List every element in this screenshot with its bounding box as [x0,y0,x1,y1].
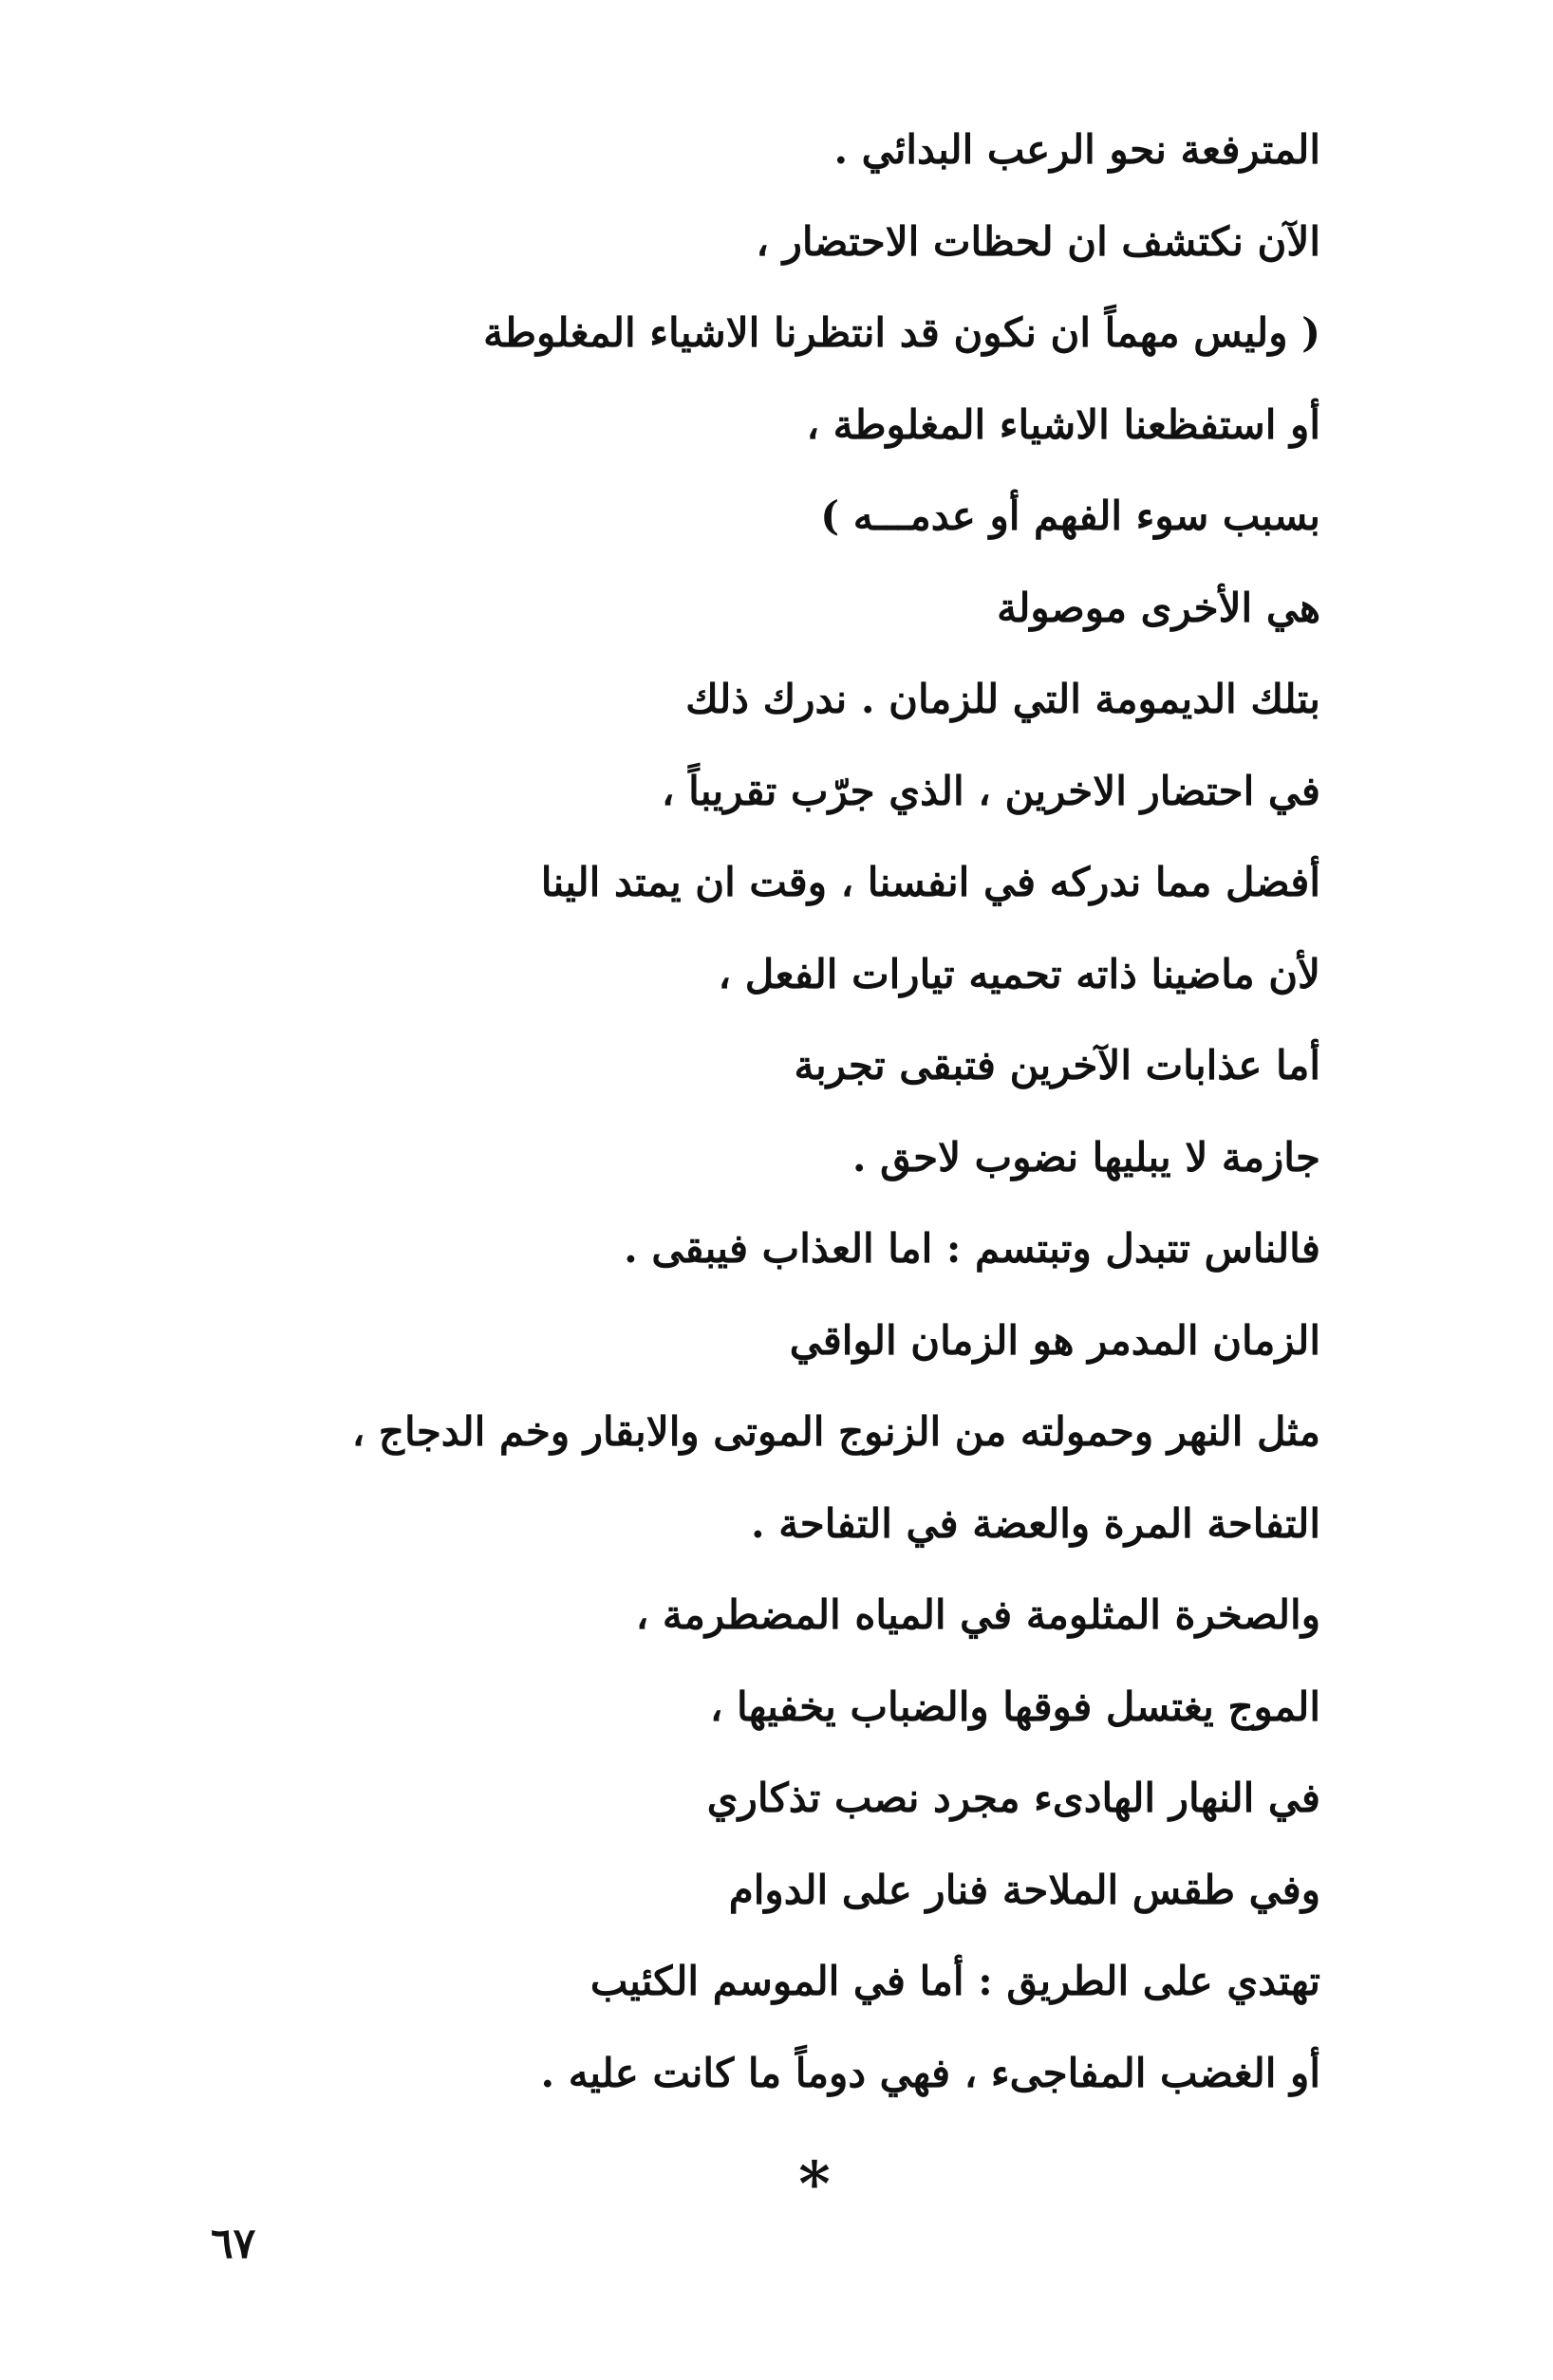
poem-line: وفي طقس الملاحة فنار على الدوام [728,1866,1320,1913]
poem-line: بسبب سوء الفهم أو عدمـــه ) [820,493,1320,539]
poem-line: الآن نكتشف ان لحظات الاحتضار ، [756,217,1320,265]
poem-line: أما عذابات الآخرين فتبقى تجربة [794,1042,1320,1088]
poem-line: والصخرة المثلومة في المياه المضطرمة ، [635,1591,1320,1638]
poem-line: المترفعة نحو الرعب البدائي . [833,126,1320,173]
poem-line: الموج يغتسل فوقها والضباب يخفيها ، [709,1683,1320,1730]
poem-line: الزمان المدمر هو الزمان الواقي [789,1316,1320,1364]
poem-line: أفضل مما ندركه في انفسنا ، وقت ان يمتد الينا [540,859,1320,905]
poem-line: جازمة لا يبليها نضوب لاحق . [851,1133,1320,1181]
page-number: ٦٧ [211,2220,256,2268]
poem-line: ( وليس مهماً ان نكون قد انتظرنا الاشياء المغلوطة [483,309,1320,356]
poem-body [181,104,1320,2119]
section-separator-asterisk: * [798,2148,831,2220]
poem-line: هي الأخرى موصولة [997,584,1320,631]
poem-line: في النهار الهادىء مجرد نصب تذكاري [706,1775,1320,1821]
poem-line: أو الغضب المفاجىء ، فهي دوماً ما كانت عليه . [540,2049,1320,2096]
poem-line: تهتدي على الطريق : أما في الموسم الكئيب [589,1958,1320,2004]
poem-line: التفاحة المرة والعضة في التفاحة . [750,1499,1320,1547]
poem-line: فالناس تتبدل وتبتسم : اما العذاب فيبقى . [624,1225,1320,1272]
poem-line: لأن ماضينا ذاته تحميه تيارات الفعل ، [718,950,1320,997]
poem-line: مثل النهر وحمولته من الزنوج الموتى والابقار وخم الدجاج ، [351,1408,1320,1455]
poem-line: أو استفظعنا الاشياء المغلوطة ، [806,400,1320,448]
poem-line: في احتضار الاخرين ، الذي جرّب تقريباً ، [661,767,1320,814]
poem-line: بتلك الديمومة التي للزمان . ندرك ذلك [685,676,1320,722]
